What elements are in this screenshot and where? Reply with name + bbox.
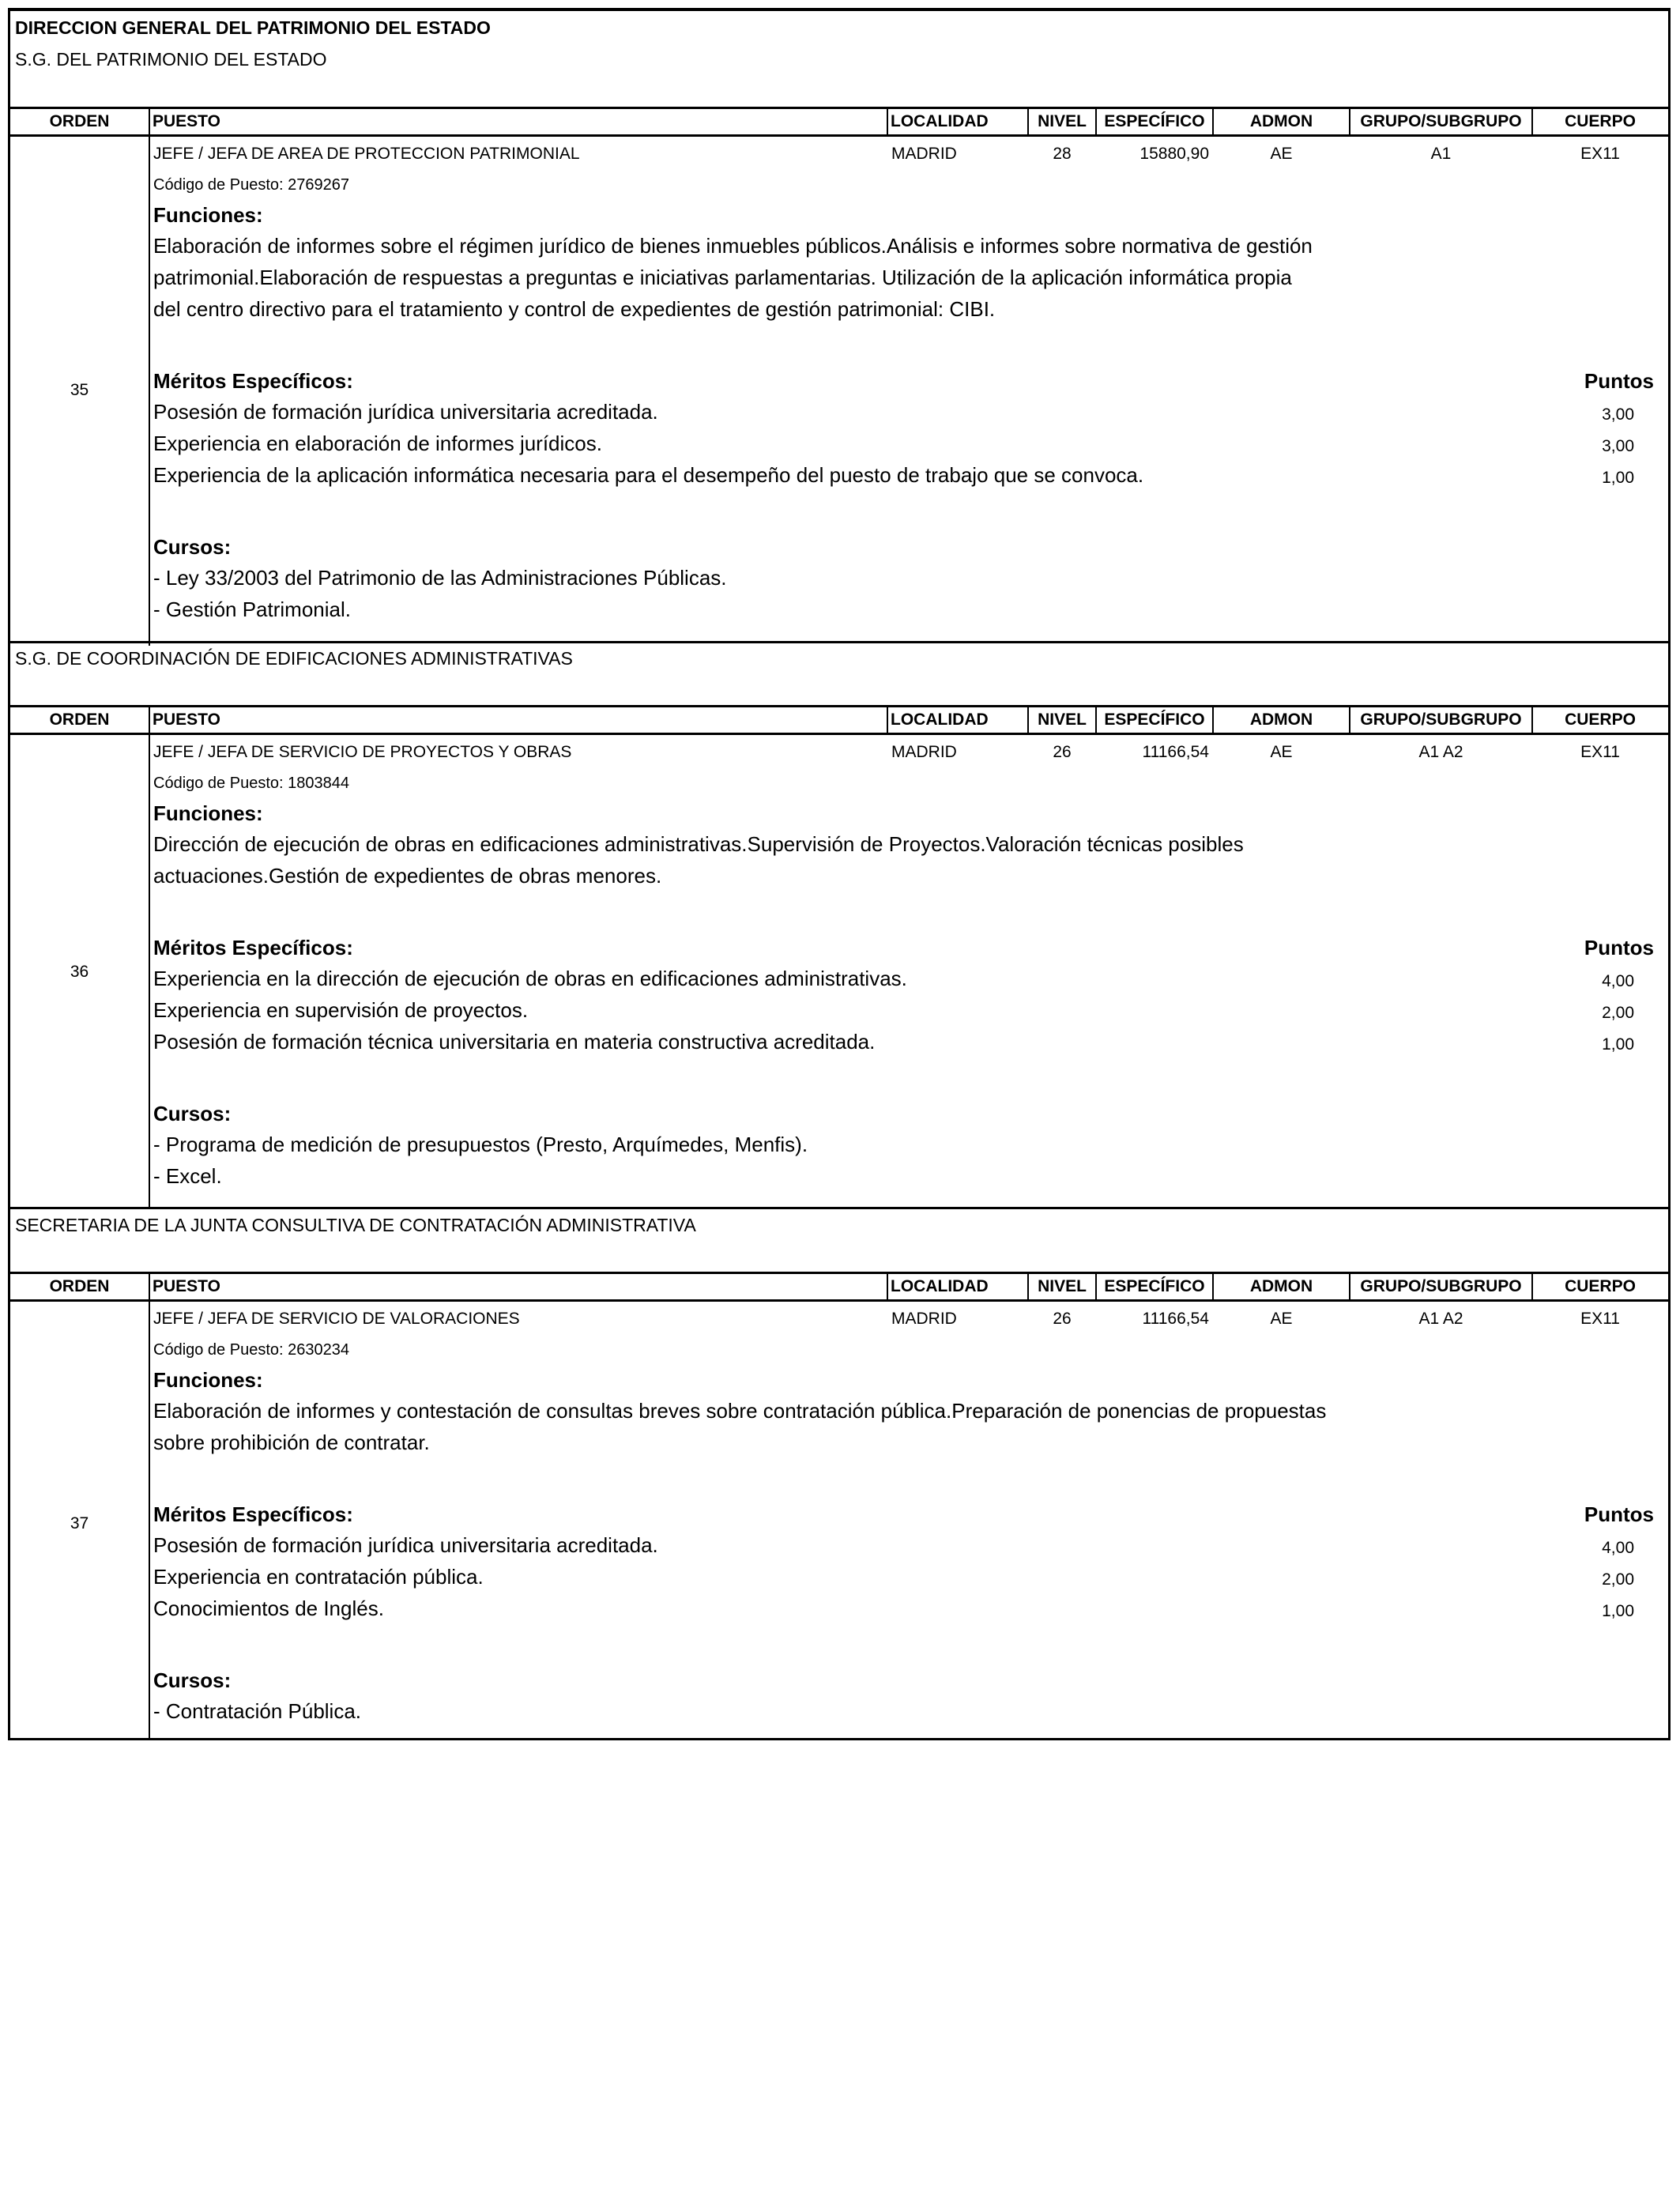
cuerpo-value: EX11 [1580,145,1620,163]
puesto-denominacion: JEFE / JEFA DE SERVICIO DE VALORACIONES [153,1310,520,1328]
curso-item: - Contratación Pública. [153,1699,362,1723]
puesto-row [10,735,1668,1208]
merito-text: Experiencia en contratación pública. [153,1565,484,1589]
localidad-value: MADRID [891,145,957,163]
merito-puntos: 4,00 [1602,1539,1634,1557]
col-puesto: PUESTO [153,112,220,130]
grupo-value: A1 A2 [1418,743,1463,761]
funciones-line: del centro directivo para el tratamiento y control de expedientes de gestión patrimonial: CIBI. [153,297,996,321]
curso-item: - Programa de medición de presupuestos (Presto, Arquímedes, Menfis). [153,1133,808,1156]
especifico-value: 11166,54 [1142,1310,1209,1328]
merito-text: Experiencia en elaboración de informes jurídicos. [153,432,602,455]
col-orden: ORDEN [49,112,110,130]
col-localidad: LOCALIDAD [891,1277,989,1295]
col-cuerpo: CUERPO [1565,112,1636,130]
localidad-value: MADRID [891,743,957,761]
cursos-heading: Cursos: [153,1668,232,1692]
orden-number: 36 [70,963,89,981]
especifico-value: 15880,90 [1139,145,1209,163]
merito-text: Experiencia de la aplicación informática necesaria para el desempeño del puesto de trabajo que se convoca. [153,463,1144,487]
puesto-row [10,1302,1668,1738]
admon-value: AE [1270,145,1293,163]
document-table [8,8,1671,1740]
col-cuerpo: CUERPO [1565,711,1636,729]
merito-puntos: 1,00 [1602,469,1634,487]
merito-text: Experiencia en supervisión de proyectos. [153,998,529,1022]
cursos-heading: Cursos: [153,535,232,559]
col-localidad: LOCALIDAD [891,711,989,729]
funciones-line: Elaboración de informes y contestación de consultas breves sobre contratación pública.Preparación de ponencias de propuestas [153,1399,1327,1423]
merito-puntos: 2,00 [1602,1570,1634,1589]
col-admon: ADMON [1249,112,1313,130]
nivel-value: 28 [1053,145,1072,163]
col-cuerpo: CUERPO [1565,1277,1636,1295]
col-nivel: NIVEL [1038,1277,1087,1295]
funciones-line: actuaciones.Gestión de expedientes de obras menores. [153,864,662,888]
unidad-title: S.G. DEL PATRIMONIO DEL ESTADO [15,49,327,70]
col-nivel: NIVEL [1038,711,1087,729]
merito-text: Experiencia en la dirección de ejecución de obras en edificaciones administrativas. [153,967,907,990]
unidad-title: S.G. DE COORDINACIÓN DE EDIFICACIONES ADMINISTRATIVAS [15,648,573,669]
col-especifico: ESPECÍFICO [1104,1277,1205,1295]
col-orden: ORDEN [49,711,110,729]
meritos-heading: Méritos Específicos: [153,936,353,959]
especifico-value: 11166,54 [1142,743,1209,761]
grupo-value: A1 A2 [1418,1310,1463,1328]
codigo-puesto: Código de Puesto: 2630234 [153,1341,349,1359]
admon-value: AE [1270,743,1293,761]
funciones-heading: Funciones: [153,203,263,227]
organismo-title: DIRECCION GENERAL DEL PATRIMONIO DEL ESTADO [15,17,491,38]
admon-value: AE [1270,1310,1293,1328]
funciones-heading: Funciones: [153,801,263,825]
column-header-row [10,705,1668,735]
merito-puntos: 1,00 [1602,1035,1634,1054]
nivel-value: 26 [1053,1310,1072,1328]
merito-text: Posesión de formación jurídica universitaria acreditada. [153,400,658,424]
col-orden: ORDEN [49,1277,110,1295]
codigo-puesto: Código de Puesto: 1803844 [153,775,349,792]
col-grupo: GRUPO/SUBGRUPO [1360,711,1522,729]
funciones-line: Elaboración de informes sobre el régimen jurídico de bienes inmuebles públicos.Análisis e informes sobre normativa de gestión [153,234,1313,258]
col-puesto: PUESTO [153,1277,220,1295]
cuerpo-value: EX11 [1580,743,1620,761]
col-grupo: GRUPO/SUBGRUPO [1360,1277,1522,1295]
codigo-puesto: Código de Puesto: 2769267 [153,176,349,194]
col-localidad: LOCALIDAD [891,112,989,130]
column-header-row [10,107,1668,137]
funciones-line: patrimonial.Elaboración de respuestas a preguntas e iniciativas parlamentarias. Utilización de la aplicación informática propia [153,266,1292,289]
cuerpo-value: EX11 [1580,1310,1620,1328]
funciones-line: sobre prohibición de contratar. [153,1431,430,1454]
merito-puntos: 4,00 [1602,972,1634,990]
col-puesto: PUESTO [153,711,220,729]
puesto-denominacion: JEFE / JEFA DE SERVICIO DE PROYECTOS Y OBRAS [153,743,572,761]
funciones-line: Dirección de ejecución de obras en edificaciones administrativas.Supervisión de Proyectos.Valoración técnicas posibles [153,832,1244,856]
unidad-title: SECRETARIA DE LA JUNTA CONSULTIVA DE CONTRATACIÓN ADMINISTRATIVA [15,1215,696,1235]
orden-number: 35 [70,381,89,399]
merito-text: Posesión de formación técnica universitaria en materia constructiva acreditada. [153,1030,876,1054]
nivel-value: 26 [1053,743,1072,761]
col-admon: ADMON [1249,1277,1313,1295]
col-nivel: NIVEL [1038,112,1087,130]
meritos-heading: Méritos Específicos: [153,369,353,393]
merito-text: Posesión de formación jurídica universitaria acreditada. [153,1533,658,1557]
curso-item: - Ley 33/2003 del Patrimonio de las Administraciones Públicas. [153,566,727,590]
col-especifico: ESPECÍFICO [1104,112,1205,130]
merito-text: Conocimientos de Inglés. [153,1596,384,1620]
col-especifico: ESPECÍFICO [1104,711,1205,729]
grupo-value: A1 [1430,145,1452,163]
merito-puntos: 3,00 [1602,405,1634,424]
puesto-row [10,137,1668,646]
merito-puntos: 2,00 [1602,1004,1634,1022]
merito-puntos: 3,00 [1602,437,1634,455]
col-admon: ADMON [1249,711,1313,729]
column-header-row [10,1272,1668,1302]
curso-item: - Excel. [153,1164,222,1188]
puntos-heading: Puntos [1584,369,1654,393]
col-grupo: GRUPO/SUBGRUPO [1360,112,1522,130]
localidad-value: MADRID [891,1310,957,1328]
puntos-heading: Puntos [1584,936,1654,959]
orden-number: 37 [70,1514,89,1532]
puesto-denominacion: JEFE / JEFA DE AREA DE PROTECCION PATRIMONIAL [153,145,580,163]
merito-puntos: 1,00 [1602,1602,1634,1620]
puntos-heading: Puntos [1584,1502,1654,1526]
funciones-heading: Funciones: [153,1368,263,1392]
cursos-heading: Cursos: [153,1102,232,1125]
meritos-heading: Méritos Específicos: [153,1502,353,1526]
curso-item: - Gestión Patrimonial. [153,598,351,621]
